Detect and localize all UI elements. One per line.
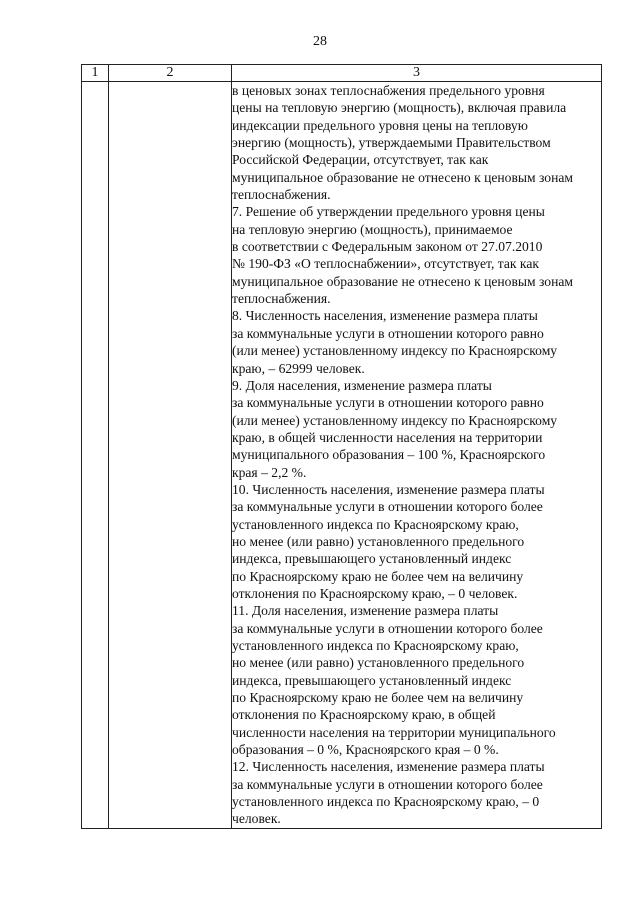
column-1-cell bbox=[82, 82, 109, 829]
text-line: в ценовых зонах теплоснабжения предельного уровня bbox=[232, 83, 545, 98]
text-line: численности населения на территории муниципального bbox=[232, 724, 556, 740]
text-line: за коммунальные услуги в отношении которого более bbox=[232, 499, 543, 515]
text-line: теплоснабжения. bbox=[232, 187, 331, 203]
text-line: по Красноярскому краю не более чем на величину bbox=[232, 568, 524, 584]
text-line: краю, в общей численности населения на территории bbox=[232, 429, 543, 445]
text-line: цены на тепловую энергию (мощность), включая правила bbox=[232, 100, 567, 116]
text-line: образования – 0 %, Красноярского края – 0 %. bbox=[232, 742, 499, 758]
table-row bbox=[82, 82, 602, 829]
text-line: муниципальное образование не отнесено к ценовым зонам bbox=[232, 273, 574, 289]
text-line: теплоснабжения. bbox=[232, 291, 331, 307]
text-line: за коммунальные услуги в отношении которого более bbox=[232, 620, 543, 636]
column-3-cell bbox=[232, 82, 602, 829]
column-header-1: 1 bbox=[82, 65, 109, 82]
text-line: Российской Федерации, отсутствует, так как bbox=[232, 152, 489, 168]
text-line: (или менее) установленному индексу по Красноярскому bbox=[232, 343, 558, 359]
text-line: установленного индекса по Красноярскому краю, bbox=[232, 516, 519, 532]
text-line: но менее (или равно) установленного предельного bbox=[232, 655, 525, 671]
column-2-cell bbox=[109, 82, 232, 829]
text-line: по Красноярскому краю не более чем на величину bbox=[232, 690, 524, 706]
text-line: отклонения по Красноярскому краю, в общей bbox=[232, 707, 496, 723]
text-line: за коммунальные услуги в отношении которого равно bbox=[232, 325, 544, 341]
text-line: края – 2,2 %. bbox=[232, 464, 307, 480]
text-line: но менее (или равно) установленного предельного bbox=[232, 533, 525, 549]
page-number: 28 bbox=[313, 34, 327, 49]
text-line: за коммунальные услуги в отношении которого равно bbox=[232, 395, 544, 411]
text-line: 12. Численность населения, изменение размера платы bbox=[232, 759, 545, 775]
text-line: индексации предельного уровня цены на тепловую bbox=[232, 117, 528, 133]
text-line: муниципального образования – 100 %, Красноярского bbox=[232, 447, 546, 463]
text-line: установленного индекса по Красноярскому краю, bbox=[232, 638, 519, 653]
text-line: муниципальное образование не отнесено к ценовым зонам bbox=[232, 169, 574, 185]
text-line: 8. Численность населения, изменение размера платы bbox=[232, 308, 538, 324]
text-line: в соответствии с Федеральным законом от 27.07.2010 bbox=[232, 239, 543, 255]
column-header-3: 3 bbox=[232, 65, 602, 82]
text-line: 11. Доля населения, изменение размера платы bbox=[232, 603, 499, 619]
text-line: 10. Численность населения, изменение размера платы bbox=[232, 481, 545, 497]
text-line: на тепловую энергию (мощность), принимаемое bbox=[232, 221, 513, 237]
text-line: человек. bbox=[232, 811, 281, 827]
text-line: 9. Доля населения, изменение размера платы bbox=[232, 377, 492, 393]
text-line: отклонения по Красноярскому краю, – 0 человек. bbox=[232, 585, 518, 601]
table-header-row bbox=[82, 65, 602, 82]
text-line: индекса, превышающего установленный индекс bbox=[232, 672, 512, 688]
text-line: за коммунальные услуги в отношении которого более bbox=[232, 776, 543, 792]
text-line: индекса, превышающего установленный индекс bbox=[232, 551, 512, 567]
document-table bbox=[81, 64, 602, 829]
text-line: краю, – 62999 человек. bbox=[232, 360, 365, 376]
text-line: установленного индекса по Красноярскому краю, – 0 bbox=[232, 794, 540, 810]
text-line: № 190-ФЗ «О теплоснабжении», отсутствует, так как bbox=[232, 256, 539, 272]
column-header-2: 2 bbox=[109, 65, 232, 82]
text-line: энергию (мощность), утверждаемыми Правительством bbox=[232, 135, 551, 151]
text-line: 7. Решение об утверждении предельного уровня цены bbox=[232, 204, 545, 220]
text-line: (или менее) установленному индексу по Красноярскому bbox=[232, 412, 558, 428]
